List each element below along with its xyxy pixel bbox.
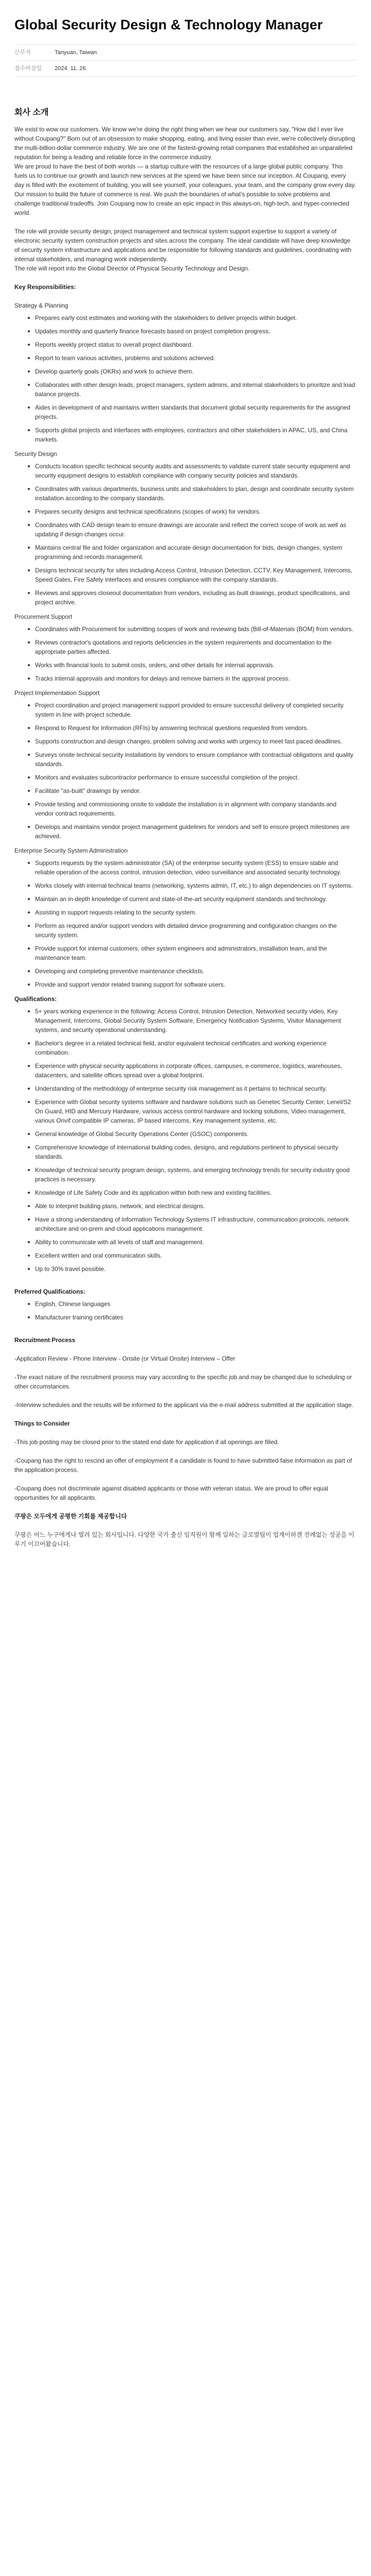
list-item: Designs technical security for sites including Access Control, Intrusion Detection, CCTV, Key Management, Intercoms, Speed Gates, Fire Safety interfaces and ensures compliance with the company standards. bbox=[35, 566, 357, 584]
list-item: Reviews contractor's quotations and reports deficiencies in the system requirements and documentation to the appropriate parties affected. bbox=[35, 638, 357, 656]
responsibility-list bbox=[14, 462, 357, 607]
list-item: Up to 30% travel possible. bbox=[35, 1264, 357, 1274]
intro-paragraph: We are proud to have the best of both worlds — a startup culture with the resources of a large global public company. This fuels us to continue our growth and launch new services at the speed we have been since our inception. At Coupang, every day is filled with the excitement of building, you will see yourself, your colleagues, your team, and the company grow every day. bbox=[14, 163, 356, 189]
role-paragraph: The role will provide security design, project management and technical system support expertise to support a variety of electronic security system construction projects and sites across the company. The ideal candidate will have deep knowledge of security system infrastructure and applications and be responsible for following standards and guidelines, coordinating with internal stakeholders, and managing work independently. bbox=[14, 228, 351, 263]
responsibility-groups bbox=[14, 301, 357, 989]
company-intro bbox=[14, 125, 357, 217]
list-item: Coordinates with CAD design team to ensure drawings are accurate and reflect the correct scope of work as well as updating if design changes occur. bbox=[35, 520, 357, 539]
closing-heading: 쿠팡은 모두에게 공평한 기회를 제공합니다 bbox=[14, 1513, 127, 1520]
list-item: Aides in development of and maintains written standards that document global security requirements for the assigned projects. bbox=[35, 403, 357, 421]
list-item: Manufacturer training certificates bbox=[35, 1313, 357, 1322]
recruitment-line: -Interview schedules and the results will be informed to the applicant via the e-mail address submitted at the application stage. bbox=[14, 1401, 353, 1409]
role-intro bbox=[14, 227, 357, 273]
list-item: Assisting in support requests relating to the security system. bbox=[35, 908, 357, 917]
responsibility-list bbox=[14, 858, 357, 989]
list-item: Project coordination and project management support provided to ensure successful delivery of completed security system in line with project schedule. bbox=[35, 701, 357, 719]
list-item: Excellent written and oral communication skills. bbox=[35, 1251, 357, 1260]
list-item: Experience with Global security systems software and hardware solutions such as Genetec Security Center, Lenel/S2 On Guard, HID and Mercury Hardware, various access control hardware and locking solutions, Video management, various Onvif compatible IP cameras, IP based intercoms, Key management systems, etc. bbox=[35, 1097, 357, 1125]
preferred-heading: Preferred Qualifications: bbox=[14, 1288, 86, 1295]
list-item: Coordinates with Procurement for submitting scopes of work and reviewing bids (Bill-of-Materials (BOM) from vendors. bbox=[35, 624, 357, 634]
list-item: Provide and support vendor related training support for software users. bbox=[35, 980, 357, 989]
responsibility-list bbox=[14, 701, 357, 841]
responsibility-group bbox=[14, 449, 357, 607]
list-item: Bachelor's degree in a related technical field, and/or equivalent technical certificates and working experience combination. bbox=[35, 1039, 357, 1057]
list-item: Maintains central file and folder organization and accurate design documentation for bids, design changes, system programming and records management. bbox=[35, 543, 357, 562]
responsibility-group bbox=[14, 846, 357, 989]
list-item: Experience with physical security applications in corporate offices, campuses, e-commerce, logistics, warehouses, datacenters, and satellite offices spread over a global footprint. bbox=[35, 1061, 357, 1080]
list-item: Monitors and evaluates subcontractor performance to ensure successful completion of the project. bbox=[35, 773, 357, 782]
responsibility-group-title: Enterprise Security System Administration bbox=[14, 847, 128, 854]
list-item: Works with financial tools to submit costs, orders, and other details for internal approvals. bbox=[35, 660, 357, 670]
list-item: Updates monthly and quarterly finance forecasts based on project completion progress. bbox=[35, 327, 357, 336]
list-item: Have a strong understanding of Information Technology Systems IT infrastructure, communication protocols, network architecture and on-prem and cloud applications management. bbox=[35, 1215, 357, 1233]
list-item: Supports requests by the system administrator (SA) of the enterprise security system (ESS) to ensure stable and reliable operation of the access control, intrusion detection, video surveillance and associated security technology. bbox=[35, 858, 357, 877]
list-item: Maintain an in-depth knowledge of current and state-of-the-art security equipment standards and technology. bbox=[35, 894, 357, 904]
responsibility-group bbox=[14, 612, 357, 683]
qualifications-list bbox=[14, 1007, 357, 1274]
list-item: Report to team various activities, problems and solutions achieved. bbox=[35, 353, 357, 363]
meta-label: 근무지 bbox=[14, 49, 31, 56]
recruitment-heading: Recruitment Process bbox=[14, 1336, 76, 1344]
responsibility-group-title: Procurement Support bbox=[14, 613, 73, 620]
recruitment-process bbox=[14, 1354, 357, 1410]
list-item: Knowledge of technical security program design, systems, and emerging technology trends for security industry good practices is necessary. bbox=[35, 1165, 357, 1184]
list-item: Tracks internal approvals and monitors for delays and remove barriers in the approval process. bbox=[35, 674, 357, 683]
list-item: Conducts location specific technical security audits and assessments to validate current state security equipment and security equipment designs to establish compliance with company security policies and standards. bbox=[35, 462, 357, 480]
list-item: Respond to Request for Information (RFIs) by answering technical questions requested from vendors. bbox=[35, 723, 357, 733]
section-title: 회사 소개 bbox=[14, 108, 49, 117]
responsibilities-heading: Key Responsibilities: bbox=[14, 283, 76, 291]
meta-row-location bbox=[14, 45, 357, 61]
list-item: Reviews and approves closeout documentation from vendors, including as-built drawings, product specifications, and project archive. bbox=[35, 588, 357, 607]
list-item: 5+ years working experience in the following: Access Control, Intrusion Detection, Networked security video, Key Management, Intercoms, Global Security System Software, Emergency Notification Systems, Visitor Management systems, and security operational understanding. bbox=[35, 1007, 357, 1035]
meta-label: 접수마감일 bbox=[14, 65, 42, 72]
intro-paragraph: Our mission to build the future of commerce is real. We push the boundaries of what's possible to solve problems and challenge traditional tradeoffs. Join Coupang now to create an epic impact in this always-on, high-tech, and hyper-connected world. bbox=[14, 191, 349, 216]
job-description bbox=[14, 125, 357, 1549]
consider-heading: Things to Consider bbox=[14, 1420, 70, 1427]
list-item: Knowledge of Life Safety Code and its application within both new and existing facilities. bbox=[35, 1188, 357, 1197]
list-item: Prepares early cost estimates and working with the stakeholders to deliver projects within budget. bbox=[35, 313, 357, 323]
recruitment-line: -The exact nature of the recruitment process may vary according to the specific job and may be changed due to scheduling or other circumstances. bbox=[14, 1374, 352, 1390]
list-item: Perform as required and/or support vendors with detailed device programming and configuration changes on the security system. bbox=[35, 921, 357, 940]
responsibility-group bbox=[14, 688, 357, 841]
list-item: Works closely with internal technical teams (networking, systems admin, IT, etc.) to align dependencies on IT systems. bbox=[35, 881, 357, 890]
list-item: Comprehensive knowledge of international building codes, designs, and regulations pertinent to physical security standards. bbox=[35, 1143, 357, 1161]
job-meta-table bbox=[14, 44, 357, 77]
list-item: Surveys onsite technical security installations by vendors to ensure compliance with contractual obligations and quality standards. bbox=[35, 750, 357, 769]
qualifications-heading: Qualifications: bbox=[14, 995, 57, 1003]
list-item: Collaborates with other design leads, project managers, system admins, and internal stakeholders to prioritize and load balance projects. bbox=[35, 380, 357, 399]
job-title: Global Security Design & Technology Manager bbox=[14, 17, 323, 32]
list-item: Facilitate "as-built" drawings by vendor. bbox=[35, 786, 357, 795]
list-item: Developing and completing preventive maintenance checklists. bbox=[35, 967, 357, 976]
list-item: Prepares security designs and technical specifications (scopes of work) for vendors. bbox=[35, 507, 357, 516]
intro-paragraph: We exist to wow our customers. We know we're doing the right thing when we hear our customers say, "How did I ever live without Coupang?" Born out of an obsession to make shopping, eating, and living easier than ever, we're collectively disrupting the multi-billion-dollar commerce industry. We are one of the fastest-growing retail companies that established an unparalleled reputation for being a leading and reliable force in the commerce industry. bbox=[14, 126, 355, 161]
preferred-list bbox=[14, 1299, 357, 1322]
list-item: English, Chinese languages bbox=[35, 1299, 357, 1309]
list-item: Ability to communicate with all levels of staff and management. bbox=[35, 1238, 357, 1247]
meta-value: Tanyuan, Taiwan bbox=[55, 49, 97, 56]
list-item: Coordinates with various departments, business units and stakeholders to plan, design and coordinate security system installation according to the company standards. bbox=[35, 484, 357, 503]
consider-line: -This job posting may be closed prior to the stated end date for application if all openings are filled. bbox=[14, 1438, 279, 1446]
meta-row-deadline bbox=[14, 61, 357, 77]
list-item: Develops and maintains vendor project management guidelines for vendors and self to ensure project milestones are achieved. bbox=[35, 822, 357, 841]
list-item: Reports weekly project status to overall project dashboard. bbox=[35, 340, 357, 349]
responsibility-group bbox=[14, 301, 357, 444]
meta-value: 2024. 11. 26. bbox=[55, 65, 88, 72]
list-item: Supports construction and design changes, problem solving and works with urgency to meet fast paced deadlines. bbox=[35, 737, 357, 746]
consider-line: -Coupang does not discriminate against disabled applicants or those with veteran status. We are proud to offer equal opportunities for all applicants. bbox=[14, 1485, 328, 1501]
recruitment-line: -Application Review - Phone Interview - Onsite (or Virtual Onsite) Interview – Offer bbox=[14, 1355, 235, 1362]
responsibility-group-title: Strategy & Planning bbox=[14, 302, 69, 309]
list-item: Develop quarterly goals (OKRs) and work to achieve them. bbox=[35, 367, 357, 376]
responsibility-list bbox=[14, 313, 357, 444]
role-paragraph: The role will report into the Global Director of Physical Security Technology and Design. bbox=[14, 265, 250, 272]
responsibility-group-title: Security Design bbox=[14, 450, 57, 457]
list-item: Provide support for internal customers, other system engineers and administrators, installation team, and the maintenance team. bbox=[35, 944, 357, 962]
things-to-consider bbox=[14, 1437, 357, 1502]
list-item: Supports global projects and interfaces with employees, contractors and other stakeholders in APAC, US, and China markets. bbox=[35, 426, 357, 444]
closing-paragraph: 쿠팡은 어느 누구에게나 열려 있는 회사입니다. 다양한 국가 출신 임직원이 함께 일하는 글로벌팀이 업계이하겐 전례없는 성공을 이루기 이끄어왔습니다. bbox=[14, 1531, 355, 1548]
responsibility-list bbox=[14, 624, 357, 683]
list-item: Provide testing and commissioning onsite to validate the installation is in alignment with company standards and vendor contract requirements. bbox=[35, 800, 357, 818]
list-item: General knowledge of Global Security Operations Center (GSOC) components. bbox=[35, 1129, 357, 1139]
list-item: Understanding of the methodology of enterprise security risk management as it pertains to technical security. bbox=[35, 1084, 357, 1093]
consider-line: -Coupang has the right to rescind an offer of employment if a candidate is found to have submitted false information as part of the application process. bbox=[14, 1457, 352, 1473]
list-item: Able to interpret building plans, network, and electrical designs. bbox=[35, 1201, 357, 1211]
responsibility-group-title: Project Implementation Support bbox=[14, 689, 100, 697]
